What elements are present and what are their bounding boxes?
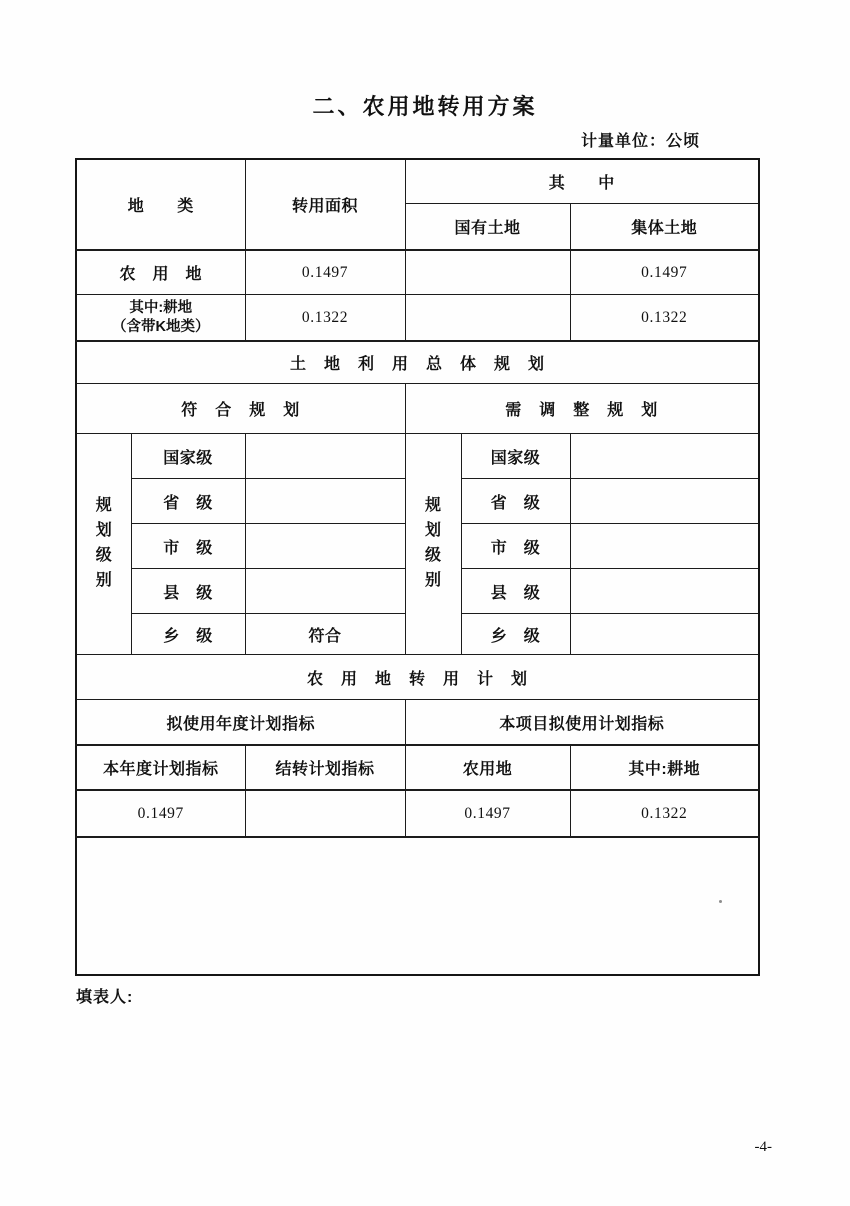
remarks-empty-cell <box>76 837 759 975</box>
header-land-type: 地 类 <box>76 159 245 250</box>
column-cultivated-land: 其中:耕地 <box>570 745 759 790</box>
level-township-left: 乡 级 <box>131 614 245 655</box>
adjust-value-township <box>570 614 759 655</box>
header-of-which: 其 中 <box>405 159 759 204</box>
value-carryover-indicator <box>245 790 405 837</box>
adjust-value-provincial <box>570 479 759 524</box>
annual-plan-header: 拟使用年度计划指标 <box>76 700 405 746</box>
level-provincial-left: 省 级 <box>131 479 245 524</box>
conform-value-township: 符合 <box>245 614 405 655</box>
cultivated-land-state <box>405 295 570 342</box>
adjust-value-municipal <box>570 524 759 569</box>
value-cultivated-land: 0.1322 <box>570 790 759 837</box>
unit-label: 计量单位：公顷 <box>580 133 700 150</box>
adjust-planning-header: 需 调 整 规 划 <box>405 384 759 434</box>
cultivated-land-label-line2: （含带K地类） <box>112 318 210 335</box>
level-county-right: 县 级 <box>461 569 570 614</box>
planning-level-label-right <box>405 434 461 655</box>
level-municipal-left: 市 级 <box>131 524 245 569</box>
agricultural-land-area: 0.1497 <box>245 250 405 295</box>
level-township-right: 乡 级 <box>461 614 570 655</box>
agricultural-land-collective: 0.1497 <box>570 250 759 295</box>
row-cultivated-land-label <box>76 295 245 342</box>
level-provincial-right: 省 级 <box>461 479 570 524</box>
cultivated-land-label-line1: 其中:耕地 <box>129 300 193 317</box>
conform-value-county <box>245 569 405 614</box>
column-current-year-indicator: 本年度计划指标 <box>76 745 245 790</box>
planning-level-vertical-text-right: 规划级别 <box>425 497 442 589</box>
conform-value-municipal <box>245 524 405 569</box>
column-agricultural-land: 农用地 <box>405 745 570 790</box>
cultivated-land-collective: 0.1322 <box>570 295 759 342</box>
planning-level-vertical-text-left: 规划级别 <box>95 497 112 589</box>
conform-value-provincial <box>245 479 405 524</box>
cultivated-land-area: 0.1322 <box>245 295 405 342</box>
value-current-year-indicator: 0.1497 <box>76 790 245 837</box>
planning-section-title: 土 地 利 用 总 体 规 划 <box>76 341 759 384</box>
adjust-value-national <box>570 434 759 479</box>
value-agricultural-land: 0.1497 <box>405 790 570 837</box>
level-county-left: 县 级 <box>131 569 245 614</box>
agricultural-land-state <box>405 250 570 295</box>
scan-artifact-dot <box>719 900 722 903</box>
column-carryover-indicator: 结转计划指标 <box>245 745 405 790</box>
level-municipal-right: 市 级 <box>461 524 570 569</box>
plan-section-title: 农 用 地 转 用 计 划 <box>76 655 759 700</box>
header-collective-land: 集体土地 <box>570 204 759 251</box>
header-state-owned-land: 国有土地 <box>405 204 570 251</box>
row-agricultural-land-label: 农 用 地 <box>76 250 245 295</box>
header-conversion-area: 转用面积 <box>245 159 405 250</box>
land-conversion-table <box>75 158 760 976</box>
page-number: -4- <box>754 1139 772 1155</box>
conform-planning-header: 符 合 规 划 <box>76 384 405 434</box>
page-title: 二、农用地转用方案 <box>312 94 538 119</box>
level-national-left: 国家级 <box>131 434 245 479</box>
form-filler-label: 填表人: <box>76 989 134 1006</box>
level-national-right: 国家级 <box>461 434 570 479</box>
adjust-value-county <box>570 569 759 614</box>
conform-value-national <box>245 434 405 479</box>
project-plan-header: 本项目拟使用计划指标 <box>405 700 759 746</box>
planning-level-label-left <box>76 434 131 655</box>
